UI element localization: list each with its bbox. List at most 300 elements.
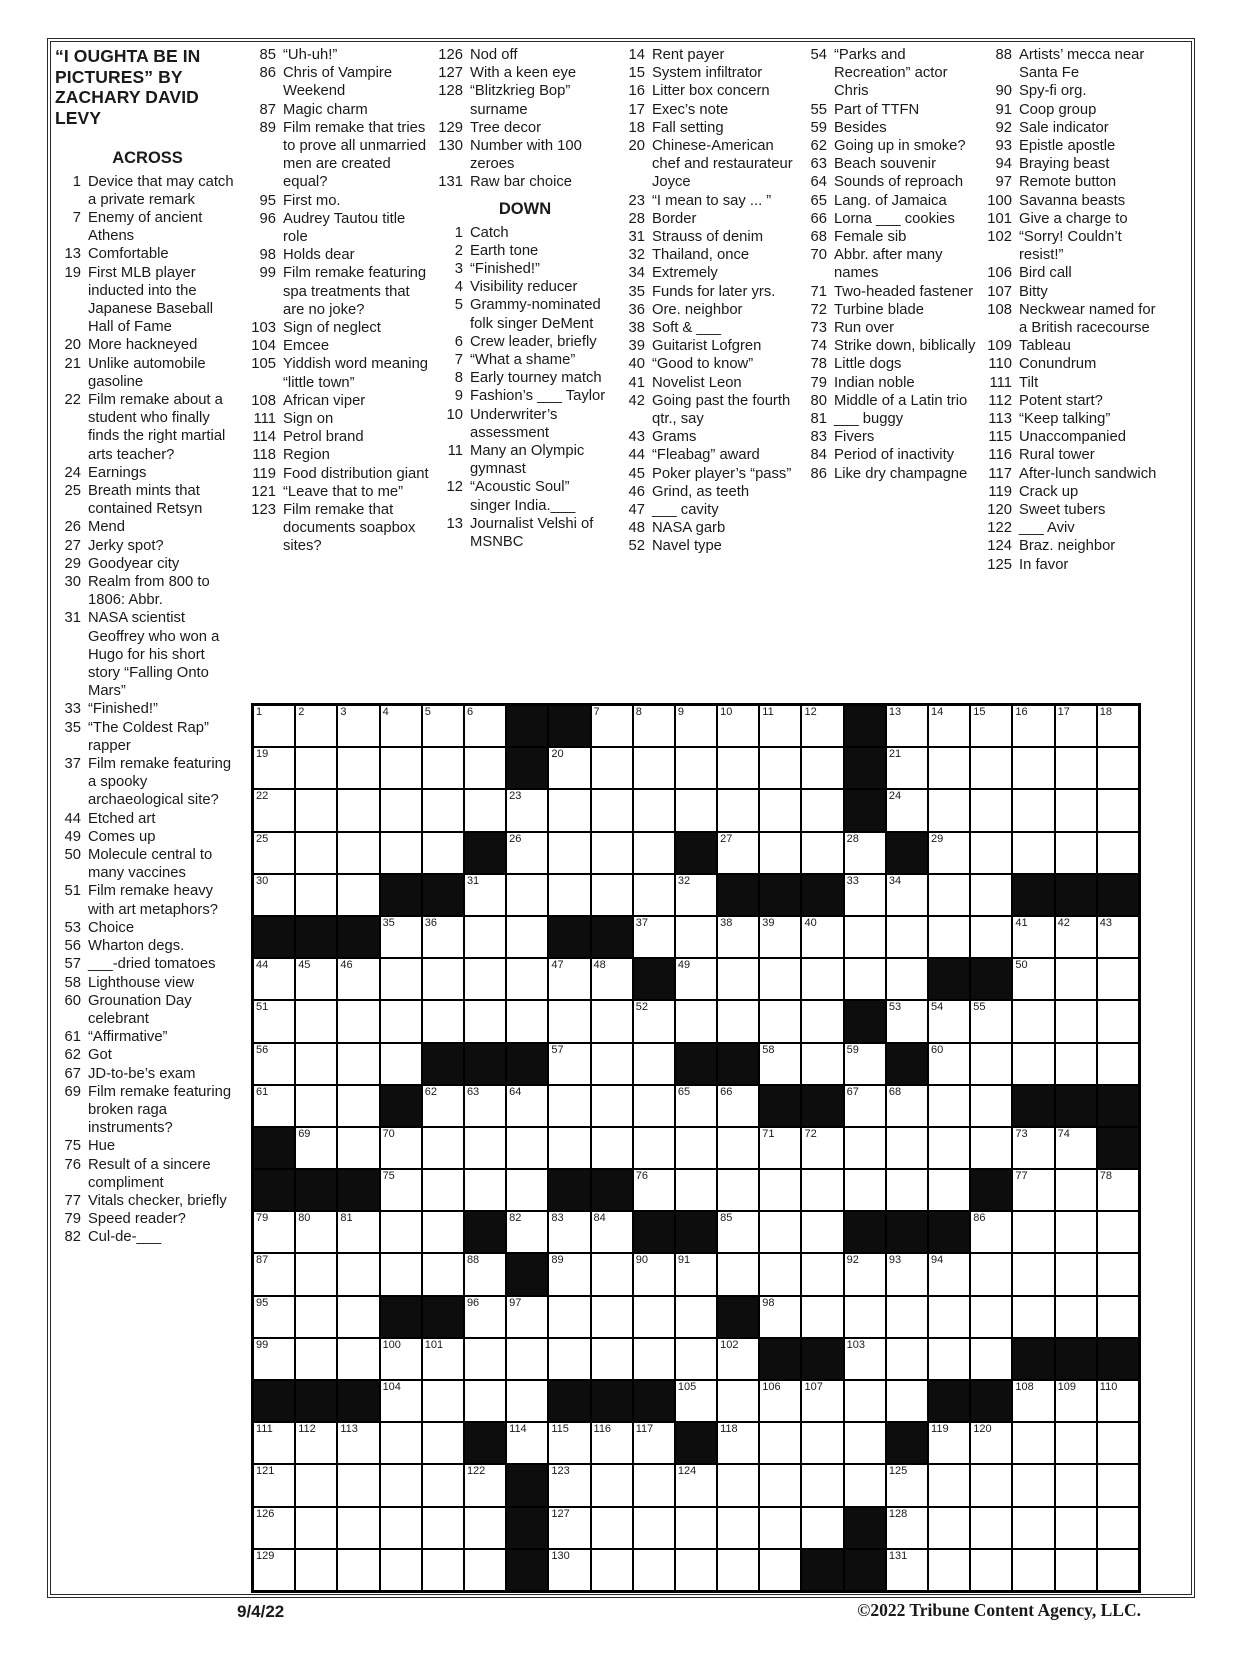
grid-cell[interactable] bbox=[886, 1000, 928, 1042]
grid-cell[interactable] bbox=[1055, 916, 1097, 958]
grid-cell[interactable] bbox=[633, 1169, 675, 1211]
grid-cell[interactable] bbox=[801, 1211, 843, 1253]
grid-cell[interactable] bbox=[422, 1169, 464, 1211]
grid-cell[interactable] bbox=[591, 1127, 633, 1169]
grid-cell[interactable] bbox=[253, 747, 295, 789]
grid-cell[interactable] bbox=[801, 789, 843, 831]
grid-cell[interactable] bbox=[295, 874, 337, 916]
grid-cell[interactable] bbox=[886, 747, 928, 789]
grid-cell[interactable] bbox=[591, 1549, 633, 1591]
grid-cell[interactable] bbox=[1012, 789, 1054, 831]
grid-cell[interactable] bbox=[970, 1085, 1012, 1127]
grid-cell[interactable] bbox=[1055, 1127, 1097, 1169]
grid-cell[interactable] bbox=[464, 1380, 506, 1422]
grid-cell[interactable] bbox=[633, 1085, 675, 1127]
grid-cell[interactable] bbox=[759, 705, 801, 747]
grid-cell[interactable] bbox=[1012, 1169, 1054, 1211]
grid-cell[interactable] bbox=[1055, 1211, 1097, 1253]
grid-cell[interactable] bbox=[928, 916, 970, 958]
grid-cell[interactable] bbox=[633, 874, 675, 916]
grid-cell[interactable] bbox=[759, 832, 801, 874]
grid-cell[interactable] bbox=[801, 747, 843, 789]
grid-cell[interactable] bbox=[1012, 1211, 1054, 1253]
grid-cell[interactable] bbox=[759, 1549, 801, 1591]
grid-cell[interactable] bbox=[1055, 1464, 1097, 1506]
grid-cell[interactable] bbox=[253, 1464, 295, 1506]
grid-cell[interactable] bbox=[633, 916, 675, 958]
grid-cell[interactable] bbox=[1097, 1169, 1139, 1211]
grid-cell[interactable] bbox=[548, 1549, 590, 1591]
grid-cell[interactable] bbox=[717, 958, 759, 1000]
grid-cell[interactable] bbox=[801, 1169, 843, 1211]
grid-cell[interactable] bbox=[633, 747, 675, 789]
grid-cell[interactable] bbox=[717, 916, 759, 958]
grid-cell[interactable] bbox=[675, 1380, 717, 1422]
grid-cell[interactable] bbox=[253, 1085, 295, 1127]
grid-cell[interactable] bbox=[675, 1253, 717, 1295]
grid-cell[interactable] bbox=[464, 874, 506, 916]
grid-cell[interactable] bbox=[1055, 832, 1097, 874]
grid-cell[interactable] bbox=[717, 1380, 759, 1422]
grid-cell[interactable] bbox=[380, 1464, 422, 1506]
grid-cell[interactable] bbox=[464, 1507, 506, 1549]
grid-cell[interactable] bbox=[1097, 916, 1139, 958]
grid-cell[interactable] bbox=[464, 1338, 506, 1380]
grid-cell[interactable] bbox=[633, 1422, 675, 1464]
grid-cell[interactable] bbox=[844, 1085, 886, 1127]
grid-cell[interactable] bbox=[464, 1085, 506, 1127]
grid-cell[interactable] bbox=[337, 747, 379, 789]
grid-cell[interactable] bbox=[380, 1507, 422, 1549]
grid-cell[interactable] bbox=[591, 1507, 633, 1549]
grid-cell[interactable] bbox=[1055, 1043, 1097, 1085]
grid-cell[interactable] bbox=[633, 1296, 675, 1338]
grid-cell[interactable] bbox=[675, 1169, 717, 1211]
grid-cell[interactable] bbox=[844, 1043, 886, 1085]
grid-cell[interactable] bbox=[422, 1253, 464, 1295]
grid-cell[interactable] bbox=[295, 789, 337, 831]
grid-cell[interactable] bbox=[970, 1422, 1012, 1464]
grid-cell[interactable] bbox=[295, 747, 337, 789]
grid-cell[interactable] bbox=[253, 1422, 295, 1464]
grid-cell[interactable] bbox=[970, 1549, 1012, 1591]
grid-cell[interactable] bbox=[253, 1043, 295, 1085]
grid-cell[interactable] bbox=[380, 1000, 422, 1042]
grid-cell[interactable] bbox=[844, 1464, 886, 1506]
grid-cell[interactable] bbox=[970, 1211, 1012, 1253]
grid-cell[interactable] bbox=[1012, 1296, 1054, 1338]
grid-cell[interactable] bbox=[380, 1422, 422, 1464]
grid-cell[interactable] bbox=[464, 1127, 506, 1169]
grid-cell[interactable] bbox=[717, 1253, 759, 1295]
grid-cell[interactable] bbox=[548, 874, 590, 916]
grid-cell[interactable] bbox=[591, 1211, 633, 1253]
grid-cell[interactable] bbox=[970, 1507, 1012, 1549]
grid-cell[interactable] bbox=[422, 1211, 464, 1253]
grid-cell[interactable] bbox=[253, 958, 295, 1000]
grid-cell[interactable] bbox=[759, 1127, 801, 1169]
grid-cell[interactable] bbox=[717, 747, 759, 789]
grid-cell[interactable] bbox=[506, 1085, 548, 1127]
grid-cell[interactable] bbox=[337, 1253, 379, 1295]
grid-cell[interactable] bbox=[506, 1127, 548, 1169]
grid-cell[interactable] bbox=[633, 1043, 675, 1085]
grid-cell[interactable] bbox=[759, 747, 801, 789]
grid-cell[interactable] bbox=[1097, 1549, 1139, 1591]
grid-cell[interactable] bbox=[675, 1338, 717, 1380]
grid-cell[interactable] bbox=[1012, 1464, 1054, 1506]
grid-cell[interactable] bbox=[970, 1464, 1012, 1506]
grid-cell[interactable] bbox=[295, 1296, 337, 1338]
grid-cell[interactable] bbox=[295, 1000, 337, 1042]
grid-cell[interactable] bbox=[801, 916, 843, 958]
grid-cell[interactable] bbox=[886, 1253, 928, 1295]
grid-cell[interactable] bbox=[1055, 1422, 1097, 1464]
grid-cell[interactable] bbox=[337, 1549, 379, 1591]
grid-cell[interactable] bbox=[380, 958, 422, 1000]
grid-cell[interactable] bbox=[633, 789, 675, 831]
grid-cell[interactable] bbox=[253, 705, 295, 747]
grid-cell[interactable] bbox=[506, 916, 548, 958]
grid-cell[interactable] bbox=[295, 1338, 337, 1380]
grid-cell[interactable] bbox=[928, 1422, 970, 1464]
grid-cell[interactable] bbox=[928, 1253, 970, 1295]
grid-cell[interactable] bbox=[717, 705, 759, 747]
grid-cell[interactable] bbox=[675, 747, 717, 789]
grid-cell[interactable] bbox=[506, 1422, 548, 1464]
grid-cell[interactable] bbox=[1055, 1296, 1097, 1338]
grid-cell[interactable] bbox=[844, 1169, 886, 1211]
grid-cell[interactable] bbox=[886, 705, 928, 747]
grid-cell[interactable] bbox=[253, 1507, 295, 1549]
grid-cell[interactable] bbox=[506, 1000, 548, 1042]
grid-cell[interactable] bbox=[337, 1043, 379, 1085]
grid-cell[interactable] bbox=[548, 1085, 590, 1127]
grid-cell[interactable] bbox=[1055, 1169, 1097, 1211]
grid-cell[interactable] bbox=[548, 1253, 590, 1295]
grid-cell[interactable] bbox=[1012, 1127, 1054, 1169]
grid-cell[interactable] bbox=[675, 1085, 717, 1127]
grid-cell[interactable] bbox=[591, 1085, 633, 1127]
grid-cell[interactable] bbox=[928, 747, 970, 789]
grid-cell[interactable] bbox=[295, 1127, 337, 1169]
grid-cell[interactable] bbox=[337, 1085, 379, 1127]
grid-cell[interactable] bbox=[295, 1464, 337, 1506]
grid-cell[interactable] bbox=[801, 1127, 843, 1169]
grid-cell[interactable] bbox=[422, 789, 464, 831]
grid-cell[interactable] bbox=[1055, 789, 1097, 831]
grid-cell[interactable] bbox=[675, 958, 717, 1000]
grid-cell[interactable] bbox=[759, 1507, 801, 1549]
grid-cell[interactable] bbox=[675, 705, 717, 747]
grid-cell[interactable] bbox=[928, 1338, 970, 1380]
grid-cell[interactable] bbox=[506, 1380, 548, 1422]
grid-cell[interactable] bbox=[1097, 832, 1139, 874]
grid-cell[interactable] bbox=[295, 1549, 337, 1591]
grid-cell[interactable] bbox=[928, 1296, 970, 1338]
grid-cell[interactable] bbox=[928, 832, 970, 874]
grid-cell[interactable] bbox=[844, 874, 886, 916]
grid-cell[interactable] bbox=[844, 1380, 886, 1422]
grid-cell[interactable] bbox=[337, 874, 379, 916]
grid-cell[interactable] bbox=[464, 1464, 506, 1506]
grid-cell[interactable] bbox=[548, 958, 590, 1000]
grid-cell[interactable] bbox=[717, 1464, 759, 1506]
grid-cell[interactable] bbox=[591, 1422, 633, 1464]
grid-cell[interactable] bbox=[591, 958, 633, 1000]
grid-cell[interactable] bbox=[591, 874, 633, 916]
grid-cell[interactable] bbox=[1097, 705, 1139, 747]
grid-cell[interactable] bbox=[422, 747, 464, 789]
grid-cell[interactable] bbox=[633, 1000, 675, 1042]
grid-cell[interactable] bbox=[675, 1296, 717, 1338]
grid-cell[interactable] bbox=[886, 1085, 928, 1127]
grid-cell[interactable] bbox=[1055, 1549, 1097, 1591]
grid-cell[interactable] bbox=[295, 832, 337, 874]
grid-cell[interactable] bbox=[464, 1549, 506, 1591]
grid-cell[interactable] bbox=[717, 1169, 759, 1211]
grid-cell[interactable] bbox=[717, 1085, 759, 1127]
grid-cell[interactable] bbox=[801, 1043, 843, 1085]
grid-cell[interactable] bbox=[337, 705, 379, 747]
grid-cell[interactable] bbox=[422, 1085, 464, 1127]
grid-cell[interactable] bbox=[1055, 747, 1097, 789]
grid-cell[interactable] bbox=[675, 874, 717, 916]
grid-cell[interactable] bbox=[591, 1296, 633, 1338]
grid-cell[interactable] bbox=[675, 1127, 717, 1169]
grid-cell[interactable] bbox=[801, 1296, 843, 1338]
grid-cell[interactable] bbox=[801, 1422, 843, 1464]
grid-cell[interactable] bbox=[422, 1507, 464, 1549]
grid-cell[interactable] bbox=[1097, 1422, 1139, 1464]
grid-cell[interactable] bbox=[759, 1043, 801, 1085]
grid-cell[interactable] bbox=[759, 1380, 801, 1422]
grid-cell[interactable] bbox=[717, 1507, 759, 1549]
grid-cell[interactable] bbox=[506, 1296, 548, 1338]
grid-cell[interactable] bbox=[844, 1253, 886, 1295]
grid-cell[interactable] bbox=[844, 1338, 886, 1380]
grid-cell[interactable] bbox=[886, 1169, 928, 1211]
grid-cell[interactable] bbox=[506, 1211, 548, 1253]
grid-cell[interactable] bbox=[928, 1549, 970, 1591]
grid-cell[interactable] bbox=[1055, 1380, 1097, 1422]
grid-cell[interactable] bbox=[380, 1211, 422, 1253]
grid-cell[interactable] bbox=[337, 1507, 379, 1549]
grid-cell[interactable] bbox=[717, 1549, 759, 1591]
grid-cell[interactable] bbox=[1012, 1380, 1054, 1422]
grid-cell[interactable] bbox=[295, 1211, 337, 1253]
grid-cell[interactable] bbox=[1012, 705, 1054, 747]
grid-cell[interactable] bbox=[1055, 1507, 1097, 1549]
grid-cell[interactable] bbox=[675, 1000, 717, 1042]
grid-cell[interactable] bbox=[801, 832, 843, 874]
grid-cell[interactable] bbox=[928, 1000, 970, 1042]
grid-cell[interactable] bbox=[548, 1507, 590, 1549]
grid-cell[interactable] bbox=[337, 958, 379, 1000]
grid-cell[interactable] bbox=[422, 1338, 464, 1380]
grid-cell[interactable] bbox=[675, 916, 717, 958]
grid-cell[interactable] bbox=[253, 789, 295, 831]
grid-cell[interactable] bbox=[1055, 705, 1097, 747]
grid-cell[interactable] bbox=[970, 1253, 1012, 1295]
grid-cell[interactable] bbox=[844, 916, 886, 958]
grid-cell[interactable] bbox=[380, 1043, 422, 1085]
grid-cell[interactable] bbox=[380, 1338, 422, 1380]
grid-cell[interactable] bbox=[591, 747, 633, 789]
grid-cell[interactable] bbox=[801, 705, 843, 747]
grid-cell[interactable] bbox=[801, 1380, 843, 1422]
grid-cell[interactable] bbox=[506, 1338, 548, 1380]
grid-cell[interactable] bbox=[548, 1211, 590, 1253]
grid-cell[interactable] bbox=[886, 1296, 928, 1338]
grid-cell[interactable] bbox=[548, 1127, 590, 1169]
grid-cell[interactable] bbox=[591, 1338, 633, 1380]
grid-cell[interactable] bbox=[380, 1549, 422, 1591]
grid-cell[interactable] bbox=[970, 705, 1012, 747]
grid-cell[interactable] bbox=[1012, 1043, 1054, 1085]
grid-cell[interactable] bbox=[759, 1169, 801, 1211]
grid-cell[interactable] bbox=[380, 916, 422, 958]
grid-cell[interactable] bbox=[337, 1422, 379, 1464]
grid-cell[interactable] bbox=[1097, 1043, 1139, 1085]
grid-cell[interactable] bbox=[422, 832, 464, 874]
grid-cell[interactable] bbox=[591, 705, 633, 747]
grid-cell[interactable] bbox=[886, 874, 928, 916]
grid-cell[interactable] bbox=[633, 1253, 675, 1295]
grid-cell[interactable] bbox=[928, 705, 970, 747]
grid-cell[interactable] bbox=[548, 789, 590, 831]
grid-cell[interactable] bbox=[253, 1338, 295, 1380]
grid-cell[interactable] bbox=[886, 1549, 928, 1591]
grid-cell[interactable] bbox=[1012, 832, 1054, 874]
grid-cell[interactable] bbox=[759, 958, 801, 1000]
grid-cell[interactable] bbox=[633, 1507, 675, 1549]
grid-cell[interactable] bbox=[844, 1296, 886, 1338]
grid-cell[interactable] bbox=[928, 789, 970, 831]
grid-cell[interactable] bbox=[548, 1422, 590, 1464]
grid-cell[interactable] bbox=[1012, 747, 1054, 789]
grid-cell[interactable] bbox=[422, 1549, 464, 1591]
grid-cell[interactable] bbox=[464, 789, 506, 831]
grid-cell[interactable] bbox=[295, 1507, 337, 1549]
grid-cell[interactable] bbox=[380, 747, 422, 789]
grid-cell[interactable] bbox=[380, 1253, 422, 1295]
grid-cell[interactable] bbox=[295, 1253, 337, 1295]
grid-cell[interactable] bbox=[422, 1464, 464, 1506]
grid-cell[interactable] bbox=[337, 1296, 379, 1338]
grid-cell[interactable] bbox=[253, 832, 295, 874]
grid-cell[interactable] bbox=[548, 1296, 590, 1338]
grid-cell[interactable] bbox=[675, 1464, 717, 1506]
grid-cell[interactable] bbox=[970, 1296, 1012, 1338]
grid-cell[interactable] bbox=[759, 1296, 801, 1338]
grid-cell[interactable] bbox=[591, 789, 633, 831]
grid-cell[interactable] bbox=[506, 832, 548, 874]
grid-cell[interactable] bbox=[970, 874, 1012, 916]
grid-cell[interactable] bbox=[337, 1000, 379, 1042]
grid-cell[interactable] bbox=[1012, 1422, 1054, 1464]
grid-cell[interactable] bbox=[422, 1127, 464, 1169]
grid-cell[interactable] bbox=[759, 1253, 801, 1295]
grid-cell[interactable] bbox=[1012, 1549, 1054, 1591]
grid-cell[interactable] bbox=[886, 1380, 928, 1422]
grid-cell[interactable] bbox=[928, 1085, 970, 1127]
grid-cell[interactable] bbox=[970, 832, 1012, 874]
grid-cell[interactable] bbox=[633, 1464, 675, 1506]
grid-cell[interactable] bbox=[886, 1507, 928, 1549]
grid-cell[interactable] bbox=[1097, 1253, 1139, 1295]
grid-cell[interactable] bbox=[464, 705, 506, 747]
grid-cell[interactable] bbox=[633, 1338, 675, 1380]
grid-cell[interactable] bbox=[422, 916, 464, 958]
grid-cell[interactable] bbox=[422, 1380, 464, 1422]
grid-cell[interactable] bbox=[717, 789, 759, 831]
grid-cell[interactable] bbox=[1097, 789, 1139, 831]
grid-cell[interactable] bbox=[970, 747, 1012, 789]
grid-cell[interactable] bbox=[1012, 1507, 1054, 1549]
grid-cell[interactable] bbox=[295, 958, 337, 1000]
grid-cell[interactable] bbox=[464, 1169, 506, 1211]
grid-cell[interactable] bbox=[380, 1127, 422, 1169]
grid-cell[interactable] bbox=[1097, 1211, 1139, 1253]
grid-cell[interactable] bbox=[506, 1169, 548, 1211]
grid-cell[interactable] bbox=[675, 789, 717, 831]
grid-cell[interactable] bbox=[295, 1043, 337, 1085]
grid-cell[interactable] bbox=[970, 1043, 1012, 1085]
grid-cell[interactable] bbox=[464, 958, 506, 1000]
grid-cell[interactable] bbox=[464, 1000, 506, 1042]
grid-cell[interactable] bbox=[253, 874, 295, 916]
grid-cell[interactable] bbox=[422, 1000, 464, 1042]
grid-cell[interactable] bbox=[253, 1296, 295, 1338]
grid-cell[interactable] bbox=[591, 1253, 633, 1295]
grid-cell[interactable] bbox=[1097, 958, 1139, 1000]
grid-cell[interactable] bbox=[970, 916, 1012, 958]
grid-cell[interactable] bbox=[970, 1127, 1012, 1169]
grid-cell[interactable] bbox=[548, 747, 590, 789]
grid-cell[interactable] bbox=[1012, 1000, 1054, 1042]
grid-cell[interactable] bbox=[1055, 1253, 1097, 1295]
grid-cell[interactable] bbox=[464, 1253, 506, 1295]
grid-cell[interactable] bbox=[337, 789, 379, 831]
grid-cell[interactable] bbox=[422, 958, 464, 1000]
grid-cell[interactable] bbox=[548, 1464, 590, 1506]
grid-cell[interactable] bbox=[591, 1464, 633, 1506]
grid-cell[interactable] bbox=[1097, 1380, 1139, 1422]
grid-cell[interactable] bbox=[464, 747, 506, 789]
grid-cell[interactable] bbox=[970, 789, 1012, 831]
grid-cell[interactable] bbox=[422, 1422, 464, 1464]
grid-cell[interactable] bbox=[253, 1253, 295, 1295]
grid-cell[interactable] bbox=[1012, 958, 1054, 1000]
grid-cell[interactable] bbox=[295, 1085, 337, 1127]
grid-cell[interactable] bbox=[337, 1338, 379, 1380]
grid-cell[interactable] bbox=[253, 1000, 295, 1042]
grid-cell[interactable] bbox=[886, 789, 928, 831]
grid-cell[interactable] bbox=[253, 1211, 295, 1253]
grid-cell[interactable] bbox=[464, 1296, 506, 1338]
grid-cell[interactable] bbox=[295, 705, 337, 747]
grid-cell[interactable] bbox=[337, 832, 379, 874]
grid-cell[interactable] bbox=[1012, 1253, 1054, 1295]
grid-cell[interactable] bbox=[886, 916, 928, 958]
grid-cell[interactable] bbox=[759, 1422, 801, 1464]
grid-cell[interactable] bbox=[928, 1507, 970, 1549]
grid-cell[interactable] bbox=[801, 1507, 843, 1549]
grid-cell[interactable] bbox=[844, 958, 886, 1000]
grid-cell[interactable] bbox=[675, 1507, 717, 1549]
grid-cell[interactable] bbox=[591, 832, 633, 874]
